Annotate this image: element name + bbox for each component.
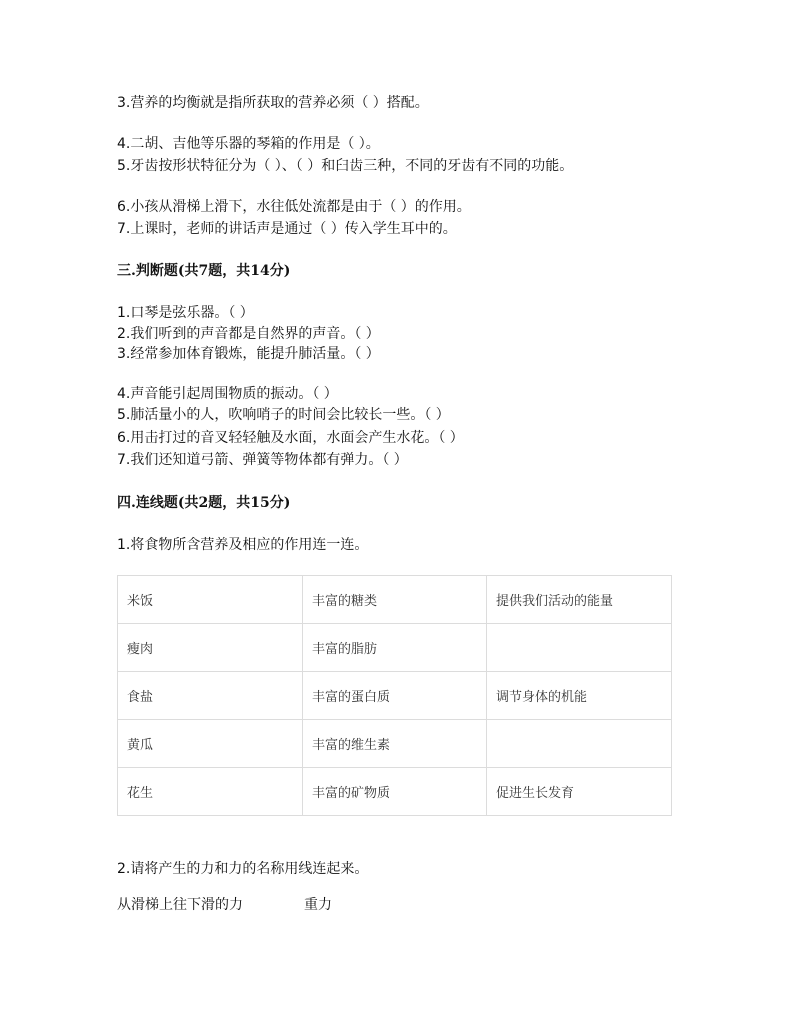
- section3-heading: 三.判断题(共7题，共14分): [117, 263, 291, 279]
- nutrient-cell: 丰富的糖类: [303, 576, 487, 624]
- table-row: [118, 576, 672, 624]
- judge-item-5: 5.肺活量小的人，吹响哨子的时间会比较长一些。（ ）: [117, 407, 450, 423]
- section4-heading: 四.连线题(共2题，共15分): [117, 495, 291, 511]
- judge-item-7: 7.我们还知道弓箭、弹簧等物体都有弹力。（ ）: [117, 452, 408, 468]
- function-cell: 提供我们活动的能量: [487, 576, 672, 624]
- nutrient-cell: 丰富的脂肪: [303, 624, 487, 672]
- food-cell: 黄瓜: [118, 720, 303, 768]
- judge-item-3: 3.经常参加体育锻炼，能提升肺活量。（ ）: [117, 346, 380, 362]
- table-row: [118, 768, 672, 816]
- nutrient-cell: 丰富的矿物质: [303, 768, 487, 816]
- function-cell: 调节身体的机能: [487, 672, 672, 720]
- function-cell: 促进生长发育: [487, 768, 672, 816]
- nutrition-table: [117, 575, 672, 816]
- nutrient-cell: 丰富的维生素: [303, 720, 487, 768]
- force-right-item: 重力: [304, 897, 332, 913]
- judge-item-4: 4.声音能引起周围物质的振动。（ ）: [117, 386, 338, 402]
- fill-in-q5: 5.牙齿按形状特征分为（ ）、（ ）和臼齿三种，不同的牙齿有不同的功能。: [117, 158, 574, 174]
- food-cell: 瘦肉: [118, 624, 303, 672]
- table-row: [118, 672, 672, 720]
- fill-in-q4: 4.二胡、吉他等乐器的琴箱的作用是（ ）。: [117, 136, 380, 152]
- judge-item-6: 6.用击打过的音叉轻轻触及水面，水面会产生水花。（ ）: [117, 430, 464, 446]
- judge-item-2: 2.我们听到的声音都是自然界的声音。（ ）: [117, 326, 380, 342]
- judge-item-1: 1.口琴是弦乐器。（ ）: [117, 305, 254, 321]
- table-row: [118, 624, 672, 672]
- match-q2: 2.请将产生的力和力的名称用线连起来。: [117, 861, 369, 877]
- fill-in-q7: 7.上课时，老师的讲话声是通过（ ）传入学生耳中的。: [117, 221, 457, 237]
- function-cell: [487, 624, 672, 672]
- food-cell: 食盐: [118, 672, 303, 720]
- food-cell: 花生: [118, 768, 303, 816]
- function-cell: [487, 720, 672, 768]
- fill-in-q3: 3.营养的均衡就是指所获取的营养必须（ ）搭配。: [117, 95, 429, 111]
- fill-in-q6: 6.小孩从滑梯上滑下，水往低处流都是由于（ ）的作用。: [117, 199, 471, 215]
- table-row: [118, 720, 672, 768]
- food-cell: 米饭: [118, 576, 303, 624]
- nutrient-cell: 丰富的蛋白质: [303, 672, 487, 720]
- match-q1: 1.将食物所含营养及相应的作用连一连。: [117, 537, 369, 553]
- force-left-item: 从滑梯上往下滑的力: [117, 897, 243, 913]
